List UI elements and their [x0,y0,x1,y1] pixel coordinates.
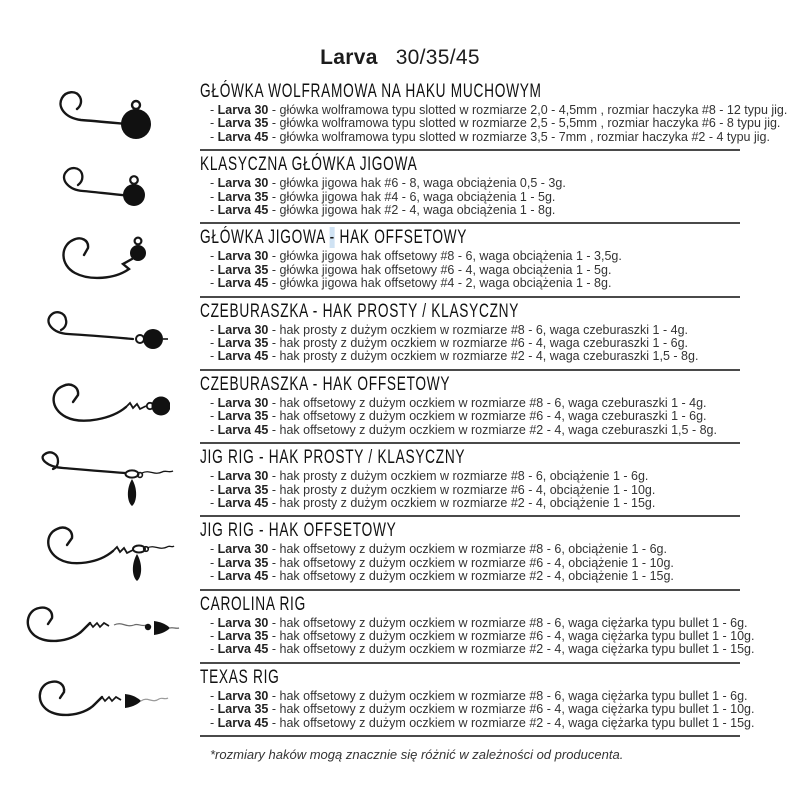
cheburashka-offset-hook-illustration [30,379,170,435]
spec-line [200,424,740,437]
spec-line [200,570,740,583]
spec-text: - główka jigowa hak offsetowy #8 - 6, waga obciążenia 1 - 3,5g. [271,249,622,264]
spec-text: - hak prosty z dużym oczkiem w rozmiarze #2 - 4, obciążenie 1 - 15g. [271,495,656,510]
model-label: Larva 30 [217,469,269,484]
spec-text: - hak offsetowy z dużym oczkiem w rozmiarze #8 - 6, obciążenie 1 - 6g. [271,542,667,557]
model-label: Larva 45 [217,569,269,584]
spec-text: - główka jigowa hak #6 - 8, waga obciążenia 0,5 - 3g. [271,176,566,191]
spec-line [200,484,740,497]
bullet: - [210,322,215,337]
spec-text: - hak prosty z dużym oczkiem w rozmiarze #6 - 4, obciążenie 1 - 10g. [271,482,656,497]
spec-text: - hak offsetowy z dużym oczkiem w rozmiarze #2 - 4, waga ciężarka typu bullet 1 - 15g. [271,642,755,657]
model-label: Larva 45 [217,422,269,437]
spec-line [200,470,740,483]
spec-text: - hak offsetowy z dużym oczkiem w rozmiarze #6 - 4, obciążenie 1 - 10g. [271,555,674,570]
model-label: Larva 35 [217,482,269,497]
bullet: - [210,103,215,117]
spec-text: - hak offsetowy z dużym oczkiem w rozmiarze #6 - 4, waga ciężarka typu bullet 1 - 10g. [271,702,755,717]
model-label: Larva 30 [217,249,269,264]
spec-text: - hak offsetowy z dużym oczkiem w rozmiarze #8 - 6, waga ciężarka typu bullet 1 - 6g. [271,615,748,630]
bullet: - [210,129,215,144]
model-label: Larva 30 [217,103,269,117]
section-carolina-rig [0,591,800,664]
spec-line [200,715,755,730]
page-title [0,0,800,70]
bullet: - [210,262,215,277]
bullet: - [210,615,215,630]
footnote: *rozmiary haków mogą znacznie się różnić w zależności od producenta. [210,746,624,762]
section-title: JIG RIG - HAK OFFSETOWY [200,520,397,542]
spec-line [200,642,755,657]
jig-rig-straight-hook-illustration [25,449,175,513]
spec-line [200,250,740,263]
spec-line [200,337,740,350]
model-label: Larva 35 [217,409,269,424]
bullet: - [210,176,215,191]
bullet: - [210,642,215,657]
bullet: - [210,688,215,703]
bullet: - [210,276,215,291]
section-title: TEXAS RIG [200,666,280,688]
section-jig-rig-straight [0,444,800,517]
model-label: Larva 30 [217,176,269,191]
spec-text: - hak offsetowy z dużym oczkiem w rozmiarze #2 - 4, waga ciężarka typu bullet 1 - 15g. [271,715,755,730]
section-title: GŁÓWKA JIGOWA - HAK OFFSETOWY [200,227,468,249]
tungsten-fly-hook-illustration [45,87,155,143]
bullet: - [210,395,215,410]
spec-line [200,177,740,190]
section-offset-jig-head [0,224,800,297]
spec-line [200,129,770,144]
spec-text: - hak offsetowy z dużym oczkiem w rozmiarze #6 - 4, waga ciężarka typu bullet 1 - 10g. [271,628,755,643]
spec-text: - hak offsetowy z dużym oczkiem w rozmiarze #2 - 4, waga czeburaszki 1,5 - 8g. [271,422,717,437]
spec-line [200,264,740,277]
bullet: - [210,422,215,437]
spec-line [200,350,740,363]
spec-line [200,191,740,204]
spec-text: - hak prosty z dużym oczkiem w rozmiarze #8 - 6, obciążenie 1 - 6g. [271,469,649,484]
spec-text: - hak offsetowy z dużym oczkiem w rozmiarze #2 - 4, obciążenie 1 - 15g. [271,569,674,584]
spec-line [200,543,740,556]
bullet: - [210,336,215,351]
carolina-rig-illustration [20,603,180,651]
model-label: Larva 45 [217,203,269,218]
model-label: Larva 30 [217,322,269,337]
texas-rig-illustration [30,675,170,725]
section-title: CZEBURASZKA - HAK OFFSETOWY [200,373,451,395]
spec-text: - hak offsetowy z dużym oczkiem w rozmiarze #8 - 6, waga ciężarka typu bullet 1 - 6g. [271,688,748,703]
model-label: Larva 30 [217,542,269,557]
spec-text: - główka jigowa hak offsetowy #6 - 4, waga obciążenia 1 - 5g. [271,262,612,277]
model-label: Larva 35 [217,262,269,277]
jig-rig-offset-hook-illustration [25,521,175,587]
spec-line [200,615,748,630]
model-label: Larva 30 [217,395,269,410]
bullet: - [210,203,215,218]
bullet: - [210,555,215,570]
spec-line [200,497,740,510]
spec-text: - główka wolframowa typu slotted w rozmiarze 2,5 - 5,5mm , rozmiar haczyka #6 - 8 typu jig. [271,116,781,131]
spec-text: - główka jigowa hak #4 - 6, waga obciążenia 1 - 5g. [271,189,556,204]
spec-line [200,116,781,131]
spec-text: - główka jigowa hak #2 - 4, waga obciążenia 1 - 8g. [271,203,556,218]
section-title: JIG RIG - HAK PROSTY / KLASYCZNY [200,447,466,469]
section-jig-rig-offset [0,517,800,590]
bullet: - [210,409,215,424]
model-label: Larva 35 [217,116,269,131]
spec-text: - hak prosty z dużym oczkiem w rozmiarze #6 - 4, waga czeburaszki 1 - 6g. [271,336,688,351]
section-title: GŁÓWKA WOLFRAMOWA NA HAKU MUCHOWYM [200,81,542,102]
model-label: Larva 35 [217,189,269,204]
bullet: - [210,495,215,510]
spec-line [200,410,740,423]
bullet: - [210,249,215,264]
spec-line [200,277,740,290]
model-label: Larva 45 [217,495,269,510]
highlighted-dash: - [329,227,335,249]
model-sizes: 30/35/45 [395,46,480,69]
spec-line [200,702,755,717]
spec-line [200,688,748,703]
bullet: - [210,189,215,204]
model-label: Larva 45 [217,276,269,291]
bullet: - [210,628,215,643]
section-title: CZEBURASZKA - HAK PROSTY / KLASYCZNY [200,300,520,322]
bullet: - [210,569,215,584]
spec-text: - hak offsetowy z dużym oczkiem w rozmiarze #8 - 6, waga czeburaszki 1 - 4g. [271,395,707,410]
bullet: - [210,715,215,730]
brand-name: Larva [320,46,378,69]
cheburashka-straight-hook-illustration [30,309,170,359]
model-label: Larva 35 [217,628,269,643]
model-label: Larva 35 [217,702,269,717]
section-title: CAROLINA RIG [200,593,306,615]
spec-text: - główka wolframowa typu slotted w rozmiarze 2,0 - 4,5mm , rozmiar haczyka #8 - 12 typu jig. [271,103,788,117]
bullet: - [210,542,215,557]
spec-line [200,628,755,643]
spec-line [200,557,740,570]
section-cheburashka-offset [0,371,800,444]
spec-text: - hak offsetowy z dużym oczkiem w rozmiarze #6 - 4, waga czeburaszki 1 - 6g. [271,409,707,424]
model-label: Larva 30 [217,615,269,630]
bullet: - [210,349,215,364]
model-label: Larva 45 [217,349,269,364]
bullet: - [210,482,215,497]
spec-line [200,324,740,337]
spec-line [200,204,740,217]
model-label: Larva 30 [217,688,269,703]
offset-jig-head-illustration [45,231,155,291]
model-label: Larva 35 [217,555,269,570]
spec-text: - główka jigowa hak offsetowy #4 - 2, waga obciążenia 1 - 8g. [271,276,612,291]
bullet: - [210,116,215,131]
bullet: - [210,469,215,484]
model-label: Larva 45 [217,715,269,730]
spec-line [200,103,788,117]
section-cheburashka-straight [0,298,800,371]
model-label: Larva 45 [217,129,269,144]
section-texas-rig [0,664,800,737]
spec-text: - hak prosty z dużym oczkiem w rozmiarze #2 - 4, waga czeburaszki 1,5 - 8g. [271,349,699,364]
section-tungsten-fly-head [0,78,800,151]
bullet: - [210,702,215,717]
sections-list [0,78,800,737]
spec-text: - główka wolframowa typu slotted w rozmiarze 3,5 - 7mm , rozmiar haczyka #2 - 4 typu jig. [271,129,770,144]
model-label: Larva 35 [217,336,269,351]
classic-jig-head-illustration [50,164,150,212]
section-classic-jig-head [0,151,800,224]
section-title: KLASYCZNA GŁÓWKA JIGOWA [200,154,418,176]
model-label: Larva 45 [217,642,269,657]
spec-line [200,397,740,410]
spec-text: - hak prosty z dużym oczkiem w rozmiarze #8 - 6, waga czeburaszki 1 - 4g. [271,322,688,337]
